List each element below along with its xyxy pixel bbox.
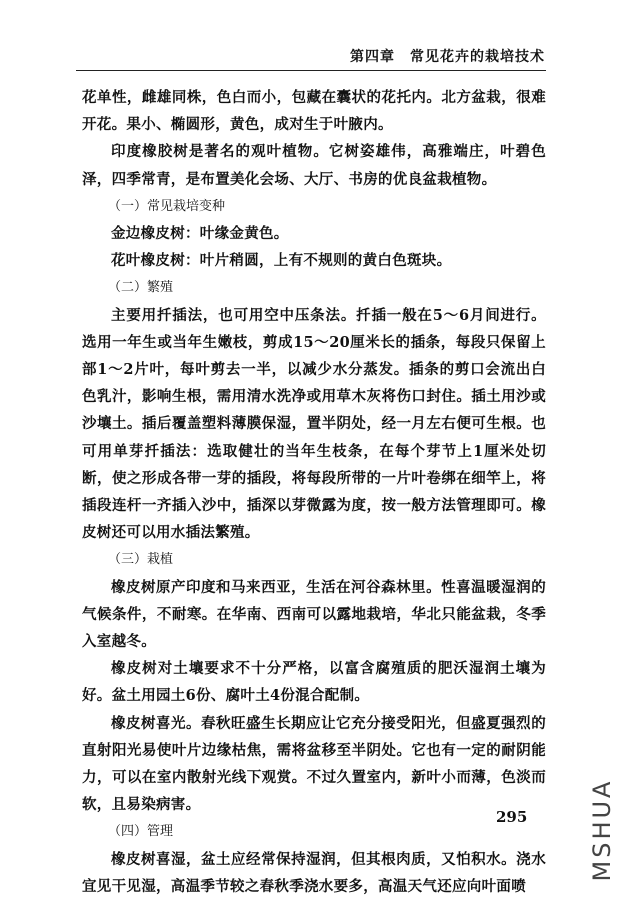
paragraph-variety-variegated: 花叶橡皮树：叶片稍圆，上有不规则的黄白色斑块。 [111, 252, 452, 270]
paragraph-soil: 橡皮树对土壤要求不十分严格，以富含腐殖质的肥沃湿润土壤为好。盆土用园土6份、腐叶土4份混合配制。 [82, 660, 546, 705]
watermark [587, 770, 617, 890]
paragraph-propagation: 主要用扦插法，也可用空中压条法。扦插一般在5～6月间进行。选用一年生或当年生嫩枝，剪成15～20厘米长的插条，每段只保留上部1～2片叶，每叶剪去一半，以减少水分蒸发。插条的剪口会流出白色乳汁，影响生根，需用清水洗净或用草木灰将伤口封住。插土用沙或沙壤土。插后覆盖塑料薄膜保湿，置半阴处，经一月左右便可生根。也可用单芽扦插法：选取健壮的当年生枝条，在每个芽节上1厘米处切断，使之形成各带一芽的插段，将每段所带的一片叶卷绑在细竿上，将插段连杆一齐插入沙中，插深以芽微露为度，按一般方法管理即可。橡皮树还可以用水插法繁殖。 [82, 306, 546, 542]
paragraph-continuation: 花单性，雌雄同株，色白而小，包藏在囊状的花托内。北方盆栽，很难开花。果小、椭圆形，黄色，成对生于叶腋内。 [82, 89, 546, 134]
page-body [82, 84, 546, 900]
paragraph-intro: 印度橡胶树是著名的观叶植物。它树姿雄伟，高雅端庄，叶碧色泽，四季常青，是布置美化会场、大厅、书房的优良盆栽植物。 [82, 143, 546, 188]
watermark-text: MSHUA [588, 778, 616, 882]
section-heading-propagation: （二）繁殖 [108, 280, 174, 296]
section-heading-planting: （三）栽植 [108, 552, 174, 568]
paragraph-watering: 橡皮树喜湿，盆土应经常保持湿润，但其根肉质，又怕积水。浇水宜见干见湿，高温季节较之春秋季浇水要多，高温天气还应向叶面喷 [82, 850, 546, 895]
section-heading-varieties: （一）常见栽培变种 [108, 198, 226, 214]
section-heading-care: （四）管理 [108, 824, 174, 840]
page-number: 295 [496, 808, 528, 826]
chapter-title: 第四章 常见花卉的栽培技术 [350, 49, 545, 65]
paragraph-origin-climate: 橡皮树原产印度和马来西亚，生活在河谷森林里。性喜温暖湿润的气候条件，不耐寒。在华南、西南可以露地栽培，华北只能盆栽，冬季入室越冬。 [82, 578, 546, 651]
header-divider [76, 70, 546, 71]
paragraph-light: 橡皮树喜光。春秋旺盛生长期应让它充分接受阳光，但盛夏强烈的直射阳光易使叶片边缘枯焦，需将盆移至半阴处。它也有一定的耐阴能力，可以在室内散射光线下观赏。不过久置室内，新叶小而薄，色淡而软，且易染病害。 [82, 714, 546, 814]
running-header [0, 46, 545, 66]
paragraph-variety-golden-edge: 金边橡皮树：叶缘金黄色。 [111, 225, 289, 243]
